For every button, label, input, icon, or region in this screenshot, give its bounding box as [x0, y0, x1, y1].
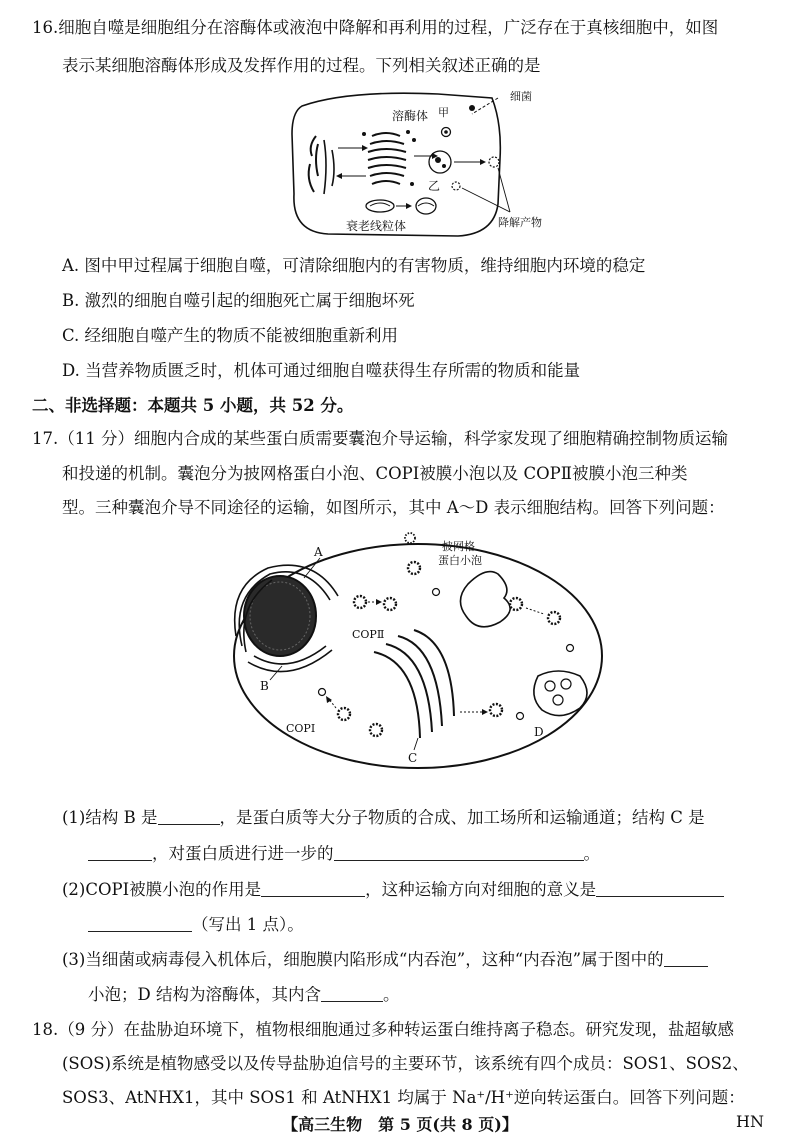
q17-stem-line3: 型。三种囊泡介导不同途径的运输，如图所示，其中 A～D 表示细胞结构。回答下列问题：	[62, 498, 725, 517]
svg-text:细菌: 细菌	[510, 90, 532, 103]
q17-sub3-mid: 小泡；D 结构为溶酶体，其内含	[88, 985, 321, 1004]
svg-text:降解产物: 降解产物	[498, 216, 542, 229]
q16-option-d: D. 当营养物质匮乏时，机体可通过细胞自噬获得生存所需的物质和能量	[62, 361, 581, 380]
footer-page-info: 【高三生物 第 5 页(共 8 页)】	[282, 1115, 518, 1134]
footer-region-code: HN	[736, 1112, 764, 1131]
svg-text:甲: 甲	[438, 106, 449, 119]
q17-sub1-mid: ，是蛋白质等大分子物质的合成、加工场所和运输通道；结构 C 是	[219, 808, 705, 827]
q17-stem-line1: 17.（11 分）细胞内合成的某些蛋白质需要囊泡介导运输，科学家发现了细胞精确控制物质运输	[32, 429, 728, 448]
q17-sub2-line1	[62, 876, 724, 900]
q17-vesicle-figure	[228, 526, 612, 774]
q17-sub3-blank-vesicle[interactable]	[664, 952, 708, 967]
section-heading: 二、非选择题：本题共 5 小题，共 52 分。	[32, 396, 354, 415]
svg-text:COPⅡ: COPⅡ	[352, 628, 385, 641]
svg-text:D: D	[534, 725, 544, 739]
q17-sub2-blank-role[interactable]	[261, 882, 365, 897]
q17-sub1-blank-c[interactable]	[88, 846, 152, 861]
q17-stem-line2: 和投递的机制。囊泡分为披网格蛋白小泡、COPⅠ被膜小泡以及 COPⅡ被膜小泡三种类	[62, 464, 688, 483]
q17-sub3-period: 。	[382, 985, 400, 1004]
q17-sub1-line2	[88, 840, 600, 864]
q18-stem-line3: SOS3、AtNHX1，其中 SOS1 和 AtNHX1 均属于 Na⁺/H⁺逆向转运蛋白。回答下列问题：	[62, 1088, 745, 1107]
q17-sub2-prefix: (2)COPⅠ被膜小泡的作用是	[62, 880, 262, 899]
svg-text:COPⅠ: COPⅠ	[286, 722, 316, 735]
q17-sub2-blank-meaning-cont[interactable]	[88, 917, 192, 932]
q17-sub2-mid: ，这种运输方向对细胞的意义是	[365, 880, 597, 899]
q17-sub3-blank-contents[interactable]	[321, 987, 383, 1002]
q16-option-a: A. 图中甲过程属于细胞自噬，可清除细胞内的有害物质，维持细胞内环境的稳定	[62, 256, 646, 275]
svg-text:乙: 乙	[428, 179, 441, 193]
svg-text:衰老线粒体: 衰老线粒体	[346, 219, 407, 233]
q17-sub1-blank-b[interactable]	[158, 810, 220, 825]
svg-text:披网格: 披网格	[442, 540, 475, 553]
q18-stem-line1: 18.（9 分）在盐胁迫环境下，植物根细胞通过多种转运蛋白维持离子稳态。研究发现，盐超敏感	[32, 1020, 734, 1039]
svg-text:蛋白小泡: 蛋白小泡	[438, 554, 482, 567]
q16-autophagy-figure	[288, 84, 560, 239]
svg-text:溶酶体: 溶酶体	[392, 109, 429, 123]
q17-sub1-period: 。	[583, 844, 600, 863]
q17-sub1-prefix: (1)结构 B 是	[62, 808, 158, 827]
svg-text:A: A	[314, 545, 323, 559]
q17-sub3-prefix: (3)当细菌或病毒侵入机体后，细胞膜内陷形成“内吞泡”，这种“内吞泡”属于图中的	[62, 950, 664, 969]
q17-sub3-line2	[88, 981, 399, 1005]
q17-sub3-line1	[62, 946, 708, 970]
q17-sub1-tail: ，对蛋白质进行进一步的	[152, 844, 334, 863]
q17-sub2-blank-meaning[interactable]	[596, 882, 724, 897]
q16-option-b: B. 激烈的细胞自噬引起的细胞死亡属于细胞坏死	[62, 291, 415, 310]
svg-text:C: C	[408, 751, 418, 765]
svg-text:B: B	[260, 679, 269, 693]
q16-option-c: C. 经细胞自噬产生的物质不能被细胞重新利用	[62, 326, 399, 345]
q16-stem-line2: 表示某细胞溶酶体形成及发挥作用的过程。下列相关叙述正确的是	[62, 56, 541, 75]
q17-sub2-line2	[88, 911, 304, 935]
q17-sub1-blank-process[interactable]	[334, 846, 584, 861]
q17-sub1-line1	[62, 804, 705, 828]
q17-sub2-tail: （写出 1 点）。	[192, 915, 304, 934]
q18-stem-line2: (SOS)系统是植物感受以及传导盐胁迫信号的主要环节，该系统有四个成员：SOS1、SOS2、	[62, 1054, 749, 1073]
q16-stem-line1: 16.细胞自噬是细胞组分在溶酶体或液泡中降解和再利用的过程，广泛存在于真核细胞中，如图	[32, 18, 719, 37]
